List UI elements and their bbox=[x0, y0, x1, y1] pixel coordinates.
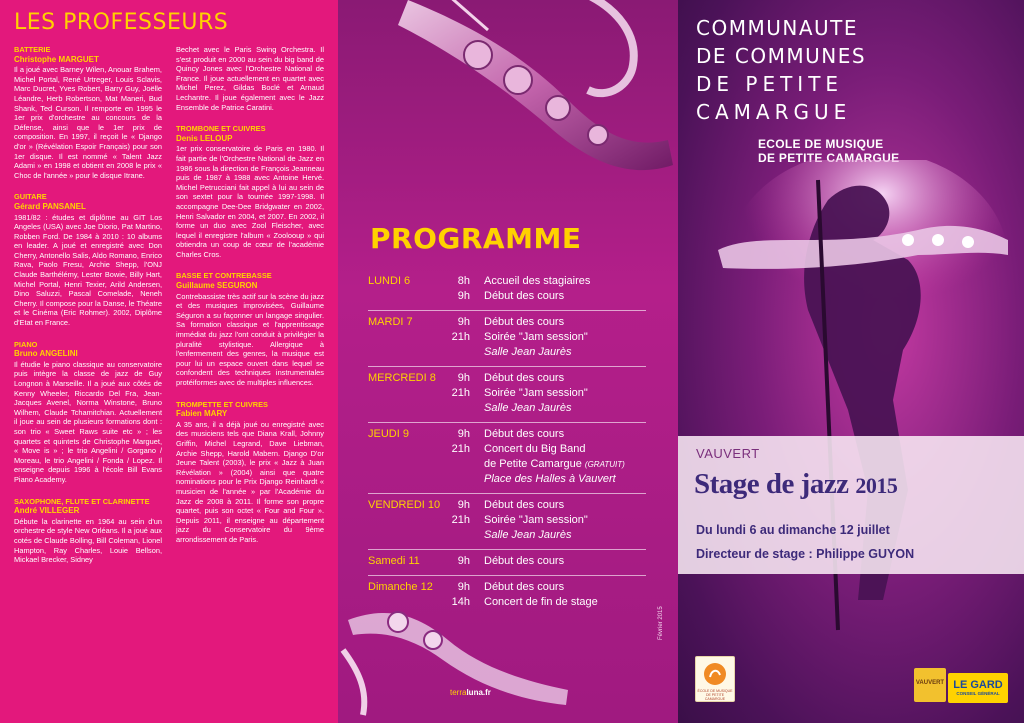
vauvert-logo: VAUVERT bbox=[914, 668, 946, 702]
schedule-slot bbox=[368, 345, 646, 360]
saxophone-bottom-illustration bbox=[338, 590, 578, 723]
professor-bio: 1er prix conservatoire de Paris en 1980. Il fait partie de l'Orchestre National de Jazz en 1986 sous la direction de François Jeanneau puis de 1987 à 1988 avec Antoine Hervé. Michel Petrucciani fait appel à lui au sein de son sextet pour la tournée 1997-1998. Il accompagne Dee-Dee Bridgwater en 2002, Henri Salvador en 2004, et 2007. En 2002, il forme un duo avec Zool Fleischer, avec lequel il enregistre l'album « Zoolooup » qui obtiendra un coup de cœur de l'académie Charles Cros. bbox=[176, 144, 324, 259]
slot-time: 21h bbox=[451, 387, 470, 399]
schedule-day-name: JEUDI 9 bbox=[368, 428, 409, 440]
professor-instrument: PIANO bbox=[14, 339, 38, 349]
schedule-day-name: MARDI 7 bbox=[368, 316, 413, 328]
organisation-name: COMMUNAUTE DE COMMUNES DE PETITE CAMARGUE bbox=[696, 16, 867, 124]
slot-time: 8h bbox=[457, 275, 470, 287]
slot-activity: Soirée "Jam session" bbox=[484, 514, 588, 526]
professor-bio: Contrebassiste très actif sur la scène du jazz et des musiques improvisées, Guillaume Séguron a su façonner un langage singulier. Sa formation classique et l'apprentissage immédiat du jazz l'ont conduit à privilégier la pluralité stylistique. Allergique à l'enfermement des genres, la musique est pour lui un espace ouvert dans lequel se confondent des techniques instrumentales protéiformes avec de multiples influences. bbox=[176, 291, 324, 387]
professor-instrument: BASSE ET CONTREBASSE bbox=[176, 271, 272, 281]
professor-instrument: GUITARE bbox=[14, 192, 47, 202]
schedule-slot bbox=[368, 528, 646, 543]
slot-activity: Place des Halles à Vauvert bbox=[484, 473, 616, 485]
programme-title: PROGRAMME bbox=[370, 222, 582, 255]
schedule-day-name: MERCREDI 8 bbox=[368, 372, 436, 384]
school-logo: ÉCOLE DE MUSIQUE DE PETITE CAMARGUE bbox=[695, 656, 735, 702]
schedule-slot bbox=[368, 401, 646, 416]
professor-bio: Bechet avec le Paris Swing Orchestra. Il s'est produit en 2000 au sein du big band de Quincy Jones avec l'Orchestre National de France. Il joue actuellement en quartet avec Michel Perez, Gildas Boclé et Arnaud Lechantre. Il joue également avec le Jazz Ensemble de Patrice Caratini. bbox=[176, 45, 324, 112]
professor-name: André VILLEGER bbox=[14, 506, 80, 516]
programme-schedule bbox=[368, 270, 646, 616]
slot-activity: Salle Jean Jaurès bbox=[484, 346, 572, 358]
school-logo-icon bbox=[702, 661, 728, 687]
professor-entry bbox=[14, 497, 162, 565]
schedule-day bbox=[368, 550, 646, 576]
schedule-day-name: Dimanche 12 bbox=[368, 581, 433, 593]
professors-column-1 bbox=[14, 45, 162, 577]
professor-entry bbox=[176, 45, 324, 112]
schedule-day-name: Samedi 11 bbox=[368, 555, 420, 567]
event-place: VAUVERT bbox=[696, 446, 760, 461]
professor-name: Gérard PANSANEL bbox=[14, 201, 86, 211]
cover-panel bbox=[678, 0, 1024, 723]
slot-time bbox=[368, 528, 484, 543]
schedule-day bbox=[368, 494, 646, 550]
professor-instrument: BATTERIE bbox=[14, 45, 51, 54]
slot-activity: Accueil des stagiaires bbox=[484, 275, 591, 287]
professor-entry bbox=[176, 400, 324, 545]
slot-activity: Début des cours bbox=[484, 555, 565, 567]
slot-time: 9h bbox=[457, 581, 470, 593]
professors-title: LES PROFESSEURS bbox=[14, 10, 229, 35]
slot-time: 9h bbox=[457, 555, 470, 567]
professor-bio: 1981/82 : études et diplôme au GIT Los Angeles (USA) avec Joe Diorio, Pat Martino, Robben Ford. De 1984 à 2010 : 10 albums en leader. A joué et enregistré avec Don Cherry, Antonello Salis, Aldo Romano, Enrico Rava, Paolo Fresu, Archie Shepp, l'ONJ Claude Barthélémy, Lester Bowie, Billy Hart, Michel Portal, Henri Texier, Arild Andersen, Dino Saluzzi, Pascal Comelade, Neneh Cherry. Il compose pour la Danse, le Théatre et le Cinéma (Eric Rohmer). 2002, Diplôme d'Etat en France. bbox=[14, 212, 162, 328]
schedule-day bbox=[368, 270, 646, 311]
professor-name: Christophe MARGUET bbox=[14, 54, 99, 64]
school-name: ECOLE DE MUSIQUE DE PETITE CAMARGUE bbox=[758, 137, 900, 165]
slot-activity: Début des cours bbox=[484, 581, 565, 593]
slot-activity: Soirée "Jam session" bbox=[484, 387, 588, 399]
slot-time: 9h bbox=[457, 499, 470, 511]
slot-activity: Début des cours bbox=[484, 428, 565, 440]
professor-name: Bruno ANGELINI bbox=[14, 349, 78, 359]
slot-note: (GRATUIT) bbox=[584, 460, 625, 469]
professor-entry bbox=[176, 271, 324, 387]
slot-time: 21h bbox=[451, 331, 470, 343]
slot-activity: Début des cours bbox=[484, 372, 565, 384]
gard-logo: LE GARD CONSEIL GÉNÉRAL bbox=[948, 673, 1008, 703]
professor-entry bbox=[176, 124, 324, 259]
slot-time: 9h bbox=[457, 428, 470, 440]
saxophone-illustration bbox=[368, 0, 678, 190]
slot-activity: Soirée "Jam session" bbox=[484, 331, 588, 343]
schedule-slot bbox=[368, 442, 646, 457]
schedule-slot bbox=[368, 330, 646, 345]
professor-instrument: TROMBONE ET CUIVRES bbox=[176, 124, 266, 134]
slot-activity: Concert de fin de stage bbox=[484, 596, 598, 608]
slot-activity: Début des cours bbox=[484, 316, 565, 328]
slot-activity: Début des cours bbox=[484, 499, 565, 511]
schedule-slot bbox=[368, 289, 646, 304]
schedule-slot bbox=[368, 472, 646, 487]
professor-entry bbox=[14, 192, 162, 327]
professor-name: Denis LELOUP bbox=[176, 133, 233, 143]
event-director: Directeur de stage : Philippe GUYON bbox=[696, 547, 915, 561]
schedule-slot bbox=[368, 513, 646, 528]
slot-activity: Salle Jean Jaurès bbox=[484, 529, 572, 541]
slot-activity: Début des cours bbox=[484, 290, 565, 302]
slot-time: 9h bbox=[457, 290, 470, 302]
slot-time: 9h bbox=[457, 372, 470, 384]
event-dates: Du lundi 6 au dimanche 12 juillet bbox=[696, 523, 890, 537]
event-headline: Stage de jazz 2015 bbox=[694, 468, 898, 500]
print-date: Février 2015 bbox=[658, 606, 664, 640]
professor-entry bbox=[14, 45, 162, 180]
programme-panel bbox=[338, 0, 678, 723]
professors-column-2 bbox=[176, 45, 324, 557]
professor-bio: Débute la clarinette en 1964 au sein d'un orchestre de style New Orléans. Il a joué aux cotés de Claude Bolling, Bill Coleman, Lionel Hampton, Ray Charles, Louie Bellson, Mickael Brecker, Sidney bbox=[14, 516, 162, 565]
professor-instrument: SAXOPHONE, FLUTE ET CLARINETTE bbox=[14, 496, 150, 506]
schedule-slot bbox=[368, 427, 646, 442]
slot-activity: Concert du Big Band bbox=[484, 443, 586, 455]
slot-time bbox=[368, 472, 484, 487]
slot-time: 21h bbox=[451, 443, 470, 455]
slot-activity: Salle Jean Jaurès bbox=[484, 402, 572, 414]
professor-bio: Il étudie le piano classique au conservatoire puis intègre la classe de jazz de Guy Longnon à Marseille. Il a joué aux côtés de Kenny Wheeler, Riccardo Del Fra, Jean-Jacques Avenel, Norma Winstone, Bruno Wilhem, Claude Tchamitchian. Actuellement il joue au sein de plusieurs formations dont : son trio « Sweet Raws suite etc » ; les quartets et quintets de Christophe Marguet, « Move is » ; le trio Angelini / Gorgano / Moreau, le trio Angelini / Fonda / Lopez. Il enseigne depuis 1996 à l'école Bill Evans Piano Academy. bbox=[14, 359, 162, 484]
professors-panel bbox=[0, 0, 338, 723]
slot-time: 21h bbox=[451, 514, 470, 526]
schedule-slot bbox=[368, 386, 646, 401]
slot-time bbox=[368, 345, 484, 360]
professor-name: Guillaume SEGURON bbox=[176, 281, 258, 291]
slot-activity: de Petite Camargue (GRATUIT) bbox=[484, 458, 625, 470]
schedule-day bbox=[368, 311, 646, 367]
professor-bio: A 35 ans, il a déjà joué ou enregistré avec des musiciens tels que Diana Krall, Johnny Griffin, Michel Legrand, Dave Liebman, Archie Shepp, Harold Mabern. Django D'or Jeune Talent (2003), le prix « Jazz à Juan Révélation » (2004) ainsi que quatre nominations pour le Prix Django Reinhardt « musicien de l'année » par l'Académie du Jazz de 2008 à 2011. Il forme son propre quartet, puis son octet « Four and Four ». Depuis 2011, il enseigne au département jazz du Conservatoire du 9ème arrondissement de Paris. bbox=[176, 419, 324, 544]
professor-instrument: TROMPETTE ET CUIVRES bbox=[176, 399, 268, 409]
schedule-slot bbox=[368, 457, 646, 472]
schedule-day-name: LUNDI 6 bbox=[368, 275, 411, 287]
slot-time bbox=[368, 401, 484, 416]
schedule-day bbox=[368, 423, 646, 494]
schedule-day-name: VENDREDI 10 bbox=[368, 499, 441, 511]
schedule-day bbox=[368, 367, 646, 423]
professor-entry bbox=[14, 340, 162, 485]
slot-time: 9h bbox=[457, 316, 470, 328]
designer-credit: terraluna.fr bbox=[450, 688, 491, 697]
slot-time bbox=[368, 457, 484, 472]
professor-bio: Il a joué avec Barney Wilen, Anouar Brahem, Michel Portal, René Urtreger, Louis Sclavis, Marc Ducret, Yves Robert, Barry Guy, Joëlle Léandre, Herb Robertson, Mat Maneri, Bud Shank, Ted Curson. Il remporte en 1995 le 1er prix d'orchestre au concours de la Défense, ainsi que le 1er prix de composition. En 1997, il reçoit le « Django d'or » (Révélation Espoir Français) pour son 1er disque. Il est nommé « Talent Jazz Adami » en 1998 et obtient en 2008 le prix « Choc de l'année » pour le disque Itrane. bbox=[14, 65, 162, 180]
slot-time: 14h bbox=[451, 596, 470, 608]
professor-name: Fabien MARY bbox=[176, 409, 228, 419]
